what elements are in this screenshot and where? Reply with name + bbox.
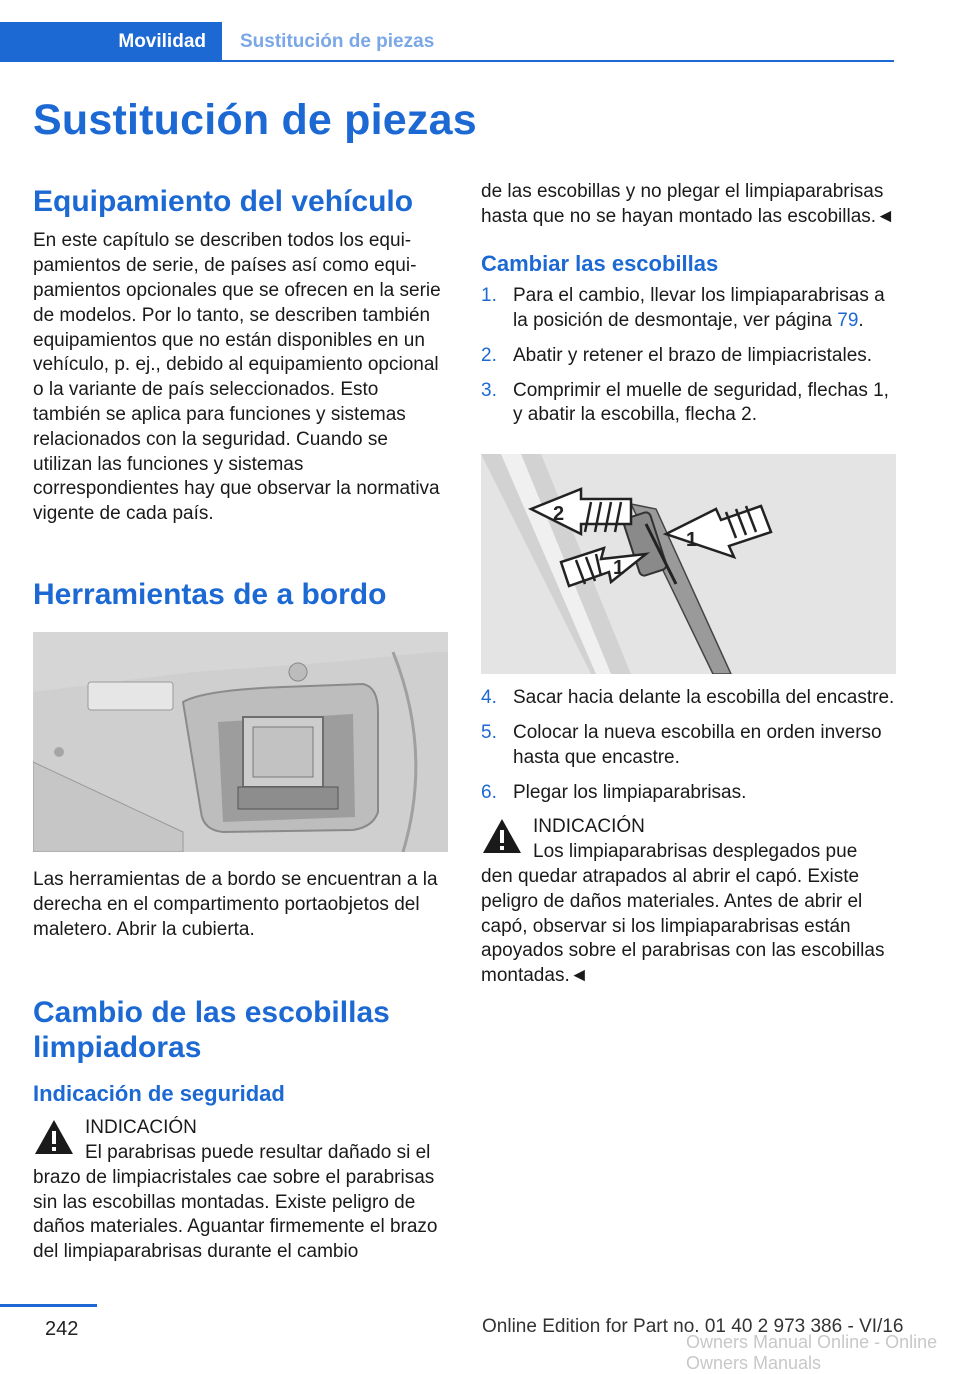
tool-compartment-image [33, 632, 448, 852]
step-number: 4. [481, 687, 497, 709]
warning-text: brazo de limpiacristales cae sobre el parabrisas sin las escobillas montadas. Existe peligro de daños materiales. Aguantar firmemente el brazo del limpiaparabrisas durante el cambio [33, 1166, 438, 1263]
warning-block [33, 1116, 449, 1265]
list-item [481, 781, 896, 806]
right-column [481, 180, 896, 989]
warning-text-first: Los limpiaparabrisas desplegados pue [533, 841, 858, 863]
page-number: 242 [45, 1318, 79, 1340]
step-text: Plegar los limpiaparabrisas. [513, 781, 747, 803]
step-text: Para el cambio, llevar los limpiaparabrisas a la posición de desmontaje, ver página 79. [513, 285, 885, 331]
tab-label: Sustitución de piezas [240, 31, 435, 52]
list-item [481, 344, 896, 369]
arrow-label: 1 [686, 529, 698, 552]
section-title-herramientas: Herramientas de a bordo [33, 577, 387, 611]
subsection-cambiar: Cambiar las escobillas [481, 250, 719, 276]
step-number: 1. [481, 285, 497, 307]
tab-sustitucion[interactable] [240, 22, 434, 62]
tab-movilidad[interactable] [0, 22, 222, 62]
step-text: Colocar la nueva escobilla en orden inverso hasta que encastre. [513, 721, 882, 768]
step-number: 6. [481, 781, 497, 803]
header-rule [222, 60, 894, 62]
step-text: Comprimir el muelle de seguridad, flechas 1, y abatir la escobilla, flecha 2. [513, 379, 889, 426]
section-title-equipamiento: Equipamiento del vehículo [33, 185, 414, 218]
list-item [481, 284, 896, 334]
steps-list-b [481, 686, 896, 805]
watermark: Owners Manual Online - Online Owners Manuals [686, 1332, 938, 1373]
left-column [33, 180, 449, 1265]
tab-label: Movilidad [118, 31, 206, 52]
step-text: Abatir y retener el brazo de limpiacristales. [513, 344, 873, 366]
warning-triangle-icon [481, 817, 523, 855]
warning-label: INDICACIÓN [85, 1117, 197, 1139]
section-title-cambio: Cambio de las escobillas limpiadoras [33, 995, 390, 1065]
step-number: 2. [481, 344, 497, 366]
arrow-label: 1 [613, 557, 625, 580]
list-item [481, 686, 896, 711]
equipamiento-paragraph: En este capítulo se describen todos los equipamientos de serie, de países así como equipamientos opcionales que se ofrecen en la serie de modelos. Por lo tanto, se describen también equipamientos que no están disponibles en un vehículo, p. ej., debido al equipamiento opcional o la variante de país seleccionados. Esto también se aplica para funciones y sistemas relacionados con la seguridad. Cuando se utilizan las funciones y sistemas correspondientes hay que observar la normativa vigente de cada país. [33, 230, 441, 525]
herramientas-paragraph: Las herramientas de a bordo se encuentran a la derecha en el compartimento portaobjetos del maletero. Abrir la cubierta. [33, 869, 438, 940]
wiper-blade-image [481, 454, 896, 674]
wiper-illustration [481, 454, 896, 674]
warning-block [481, 815, 896, 989]
edition-note: Online Edition for Part no. 01 40 2 973 386 - VI/16 [482, 1316, 904, 1337]
step-number: 3. [481, 379, 497, 401]
subsection-indicacion: Indicación de seguridad [33, 1080, 285, 1106]
warning-text-first: El parabrisas puede resultar dañado si el [85, 1141, 431, 1163]
list-item [481, 721, 896, 771]
footer-rule [0, 1304, 97, 1307]
list-item [481, 379, 896, 429]
trunk-illustration [33, 632, 448, 852]
warning-text: den quedar atrapados al abrir el capó. Existe peligro de daños materiales. Antes de abrir el capó, observar si los limpiaparabrisas están apoyados sobre el parabrisas con las escobillas montadas.◄ [481, 865, 885, 987]
steps-list-a [481, 284, 896, 428]
warning-label: INDICACIÓN [533, 816, 645, 838]
arrow-label: 2 [553, 503, 565, 526]
page-title: Sustitución de piezas [33, 96, 477, 144]
warning-triangle-icon [33, 1118, 75, 1156]
step-text: Sacar hacia delante la escobilla del encastre. [513, 687, 895, 709]
continued-warning-text: de las escobillas y no plegar el limpiaparabrisas hasta que no se hayan montado las escobillas.◄ [481, 181, 895, 227]
step-number: 5. [481, 721, 497, 743]
page-link[interactable]: 79 [837, 309, 859, 331]
